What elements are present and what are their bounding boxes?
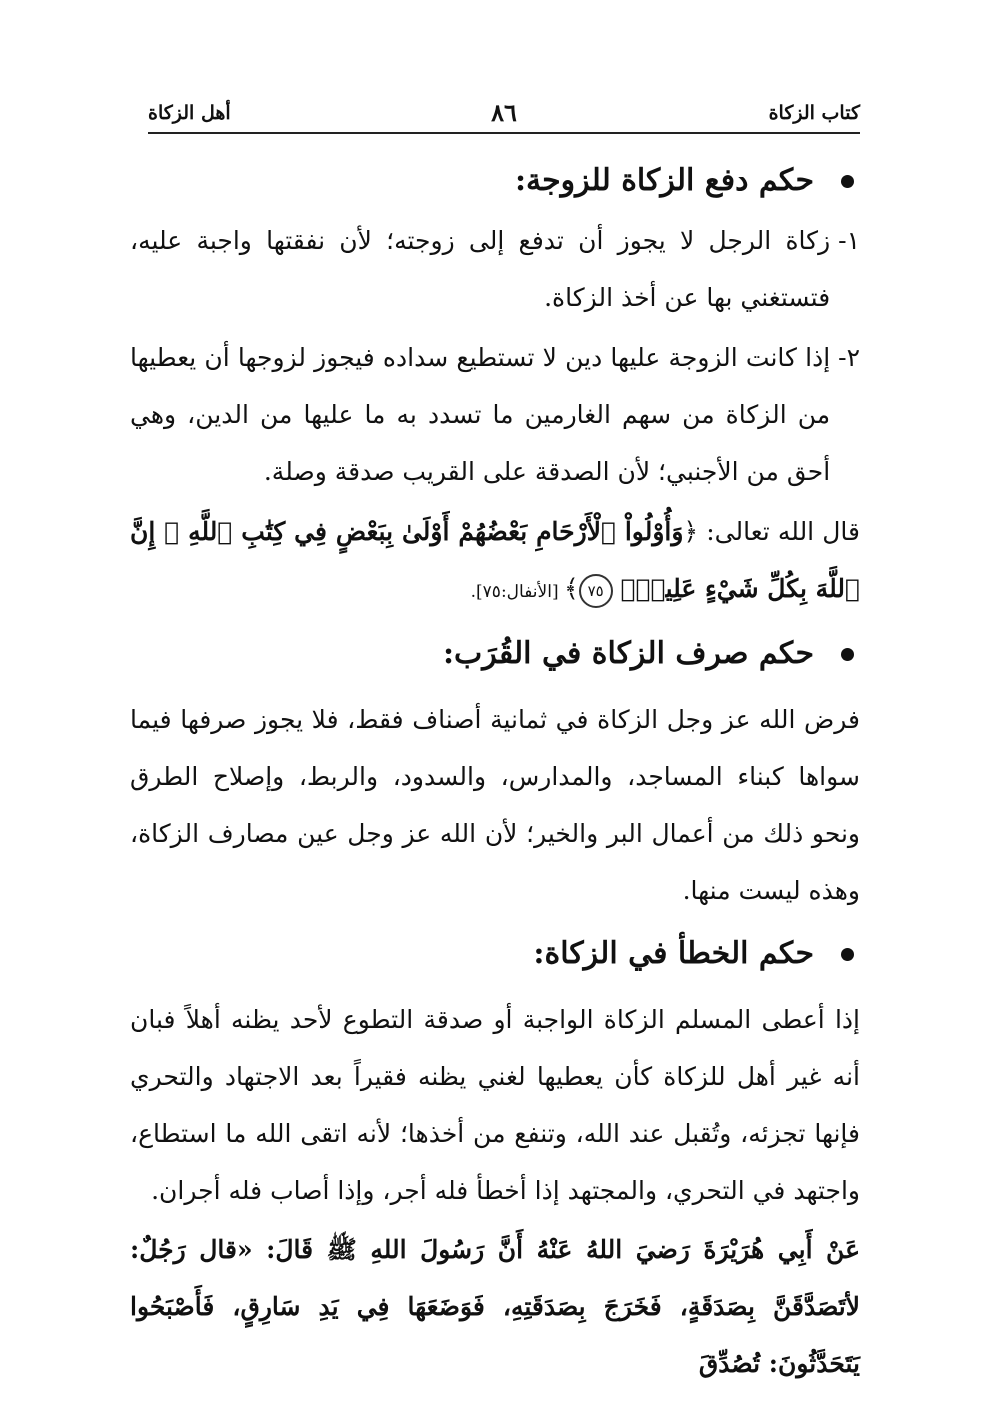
page-body xyxy=(130,150,860,1392)
list-item-number: ١- xyxy=(830,226,860,255)
section-heading-mistake xyxy=(130,923,860,985)
list-item xyxy=(130,329,860,500)
list-item-text: إذا كانت الزوجة عليها دين لا تستطيع سداده فيجوز لزوجها أن يعطيها من الزكاة من سهم الغارمين ما تسدد به ما عليها من الدين، وهي أحق من الأجنبي؛ لأن الصدقة على القريب صدقة وصلة. xyxy=(130,343,831,486)
section-heading-wife xyxy=(130,150,860,212)
hadith-text: عَنْ أَبِي هُرَيْرَةَ رَضيَ اللهُ عَنْهُ أَنَّ رَسُولَ اللهِ ﷺ قَالَ: «قال رَجُلٌ: لأتَصَدَّقَنَّ بِصَدَقَةٍ، فَخَرَجَ بِصَدَقَتِهِ، فَوَضَعَهَا فِي يَدِ سَارِقٍ، فَأَصْبَحُوا يَتَحَدَّثُونَ: تُصُدِّقَ xyxy=(130,1235,860,1378)
quote-reference: [الأنفال:٧٥]. xyxy=(470,582,564,602)
quote-intro: قال الله تعالى: xyxy=(698,517,860,546)
section-heading-text: حكم صرف الزكاة في القُرَب: xyxy=(442,636,814,671)
bullet-icon xyxy=(841,175,854,188)
bullet-icon xyxy=(841,648,854,661)
bullet-icon xyxy=(841,948,854,961)
quote-close-bracket: ﴾ xyxy=(563,574,579,603)
list-item-text: زكاة الرجل لا يجوز أن تدفع إلى زوجته؛ لأن نفقتها واجبة عليه، فتستغني بها عن أخذ الزكاة. xyxy=(130,226,831,312)
paragraph: إذا أعطى المسلم الزكاة الواجبة أو صدقة التطوع لأحد يظنه أهلاً فبان أنه غير أهل للزكاة كأن يعطيها لغني يظنه فقيراً بعد الاجتهاد والتحري فإنها تجزئه، وتُقبل عند الله، وتنفع من أخذها؛ لأنه اتقى الله ما استطاع، واجتهد في التحري، والمجتهد إذا أخطأ فله أجر، وإذا أصاب فله أجران. xyxy=(130,1005,860,1205)
section-heading-text: حكم دفع الزكاة للزوجة: xyxy=(514,163,814,198)
page-number: ٨٦ xyxy=(491,98,517,127)
section-heading-text: حكم الخطأ في الزكاة: xyxy=(533,936,814,971)
quote-open-bracket: ﴿ xyxy=(683,517,699,546)
book-title: كتاب الزكاة xyxy=(768,102,860,124)
list-item-number: ٢- xyxy=(830,343,860,372)
paragraph: فرض الله عز وجل الزكاة في ثمانية أصناف فقط، فلا يجوز صرفها فيما سواها كبناء المساجد، والمدارس، والسدود، والربط، وإصلاح الطرق ونحو ذلك من أعمال البر والخير؛ لأن الله عز وجل عين مصارف الزكاة، وهذه ليست منها. xyxy=(130,705,860,905)
quote-text: وَأُوْلُواْ ٱلْأَرْحَامِ بَعْضُهُمْ أَوْلَىٰ بِبَعْضٍ فِي كِتَٰبِ ٱللَّهِ ۗ إِنَّ ٱللَّهَ بِكُلِّ شَيْءٍ عَلِيمُۢ xyxy=(130,517,860,603)
section-heading-relatives xyxy=(130,623,860,685)
quran-quote xyxy=(130,503,860,621)
header-rule xyxy=(148,132,860,134)
list-item xyxy=(130,212,860,326)
chapter-title: أهل الزكاة xyxy=(148,102,231,124)
running-header xyxy=(148,98,860,128)
ayah-number-badge: ٧٥ xyxy=(579,574,613,608)
